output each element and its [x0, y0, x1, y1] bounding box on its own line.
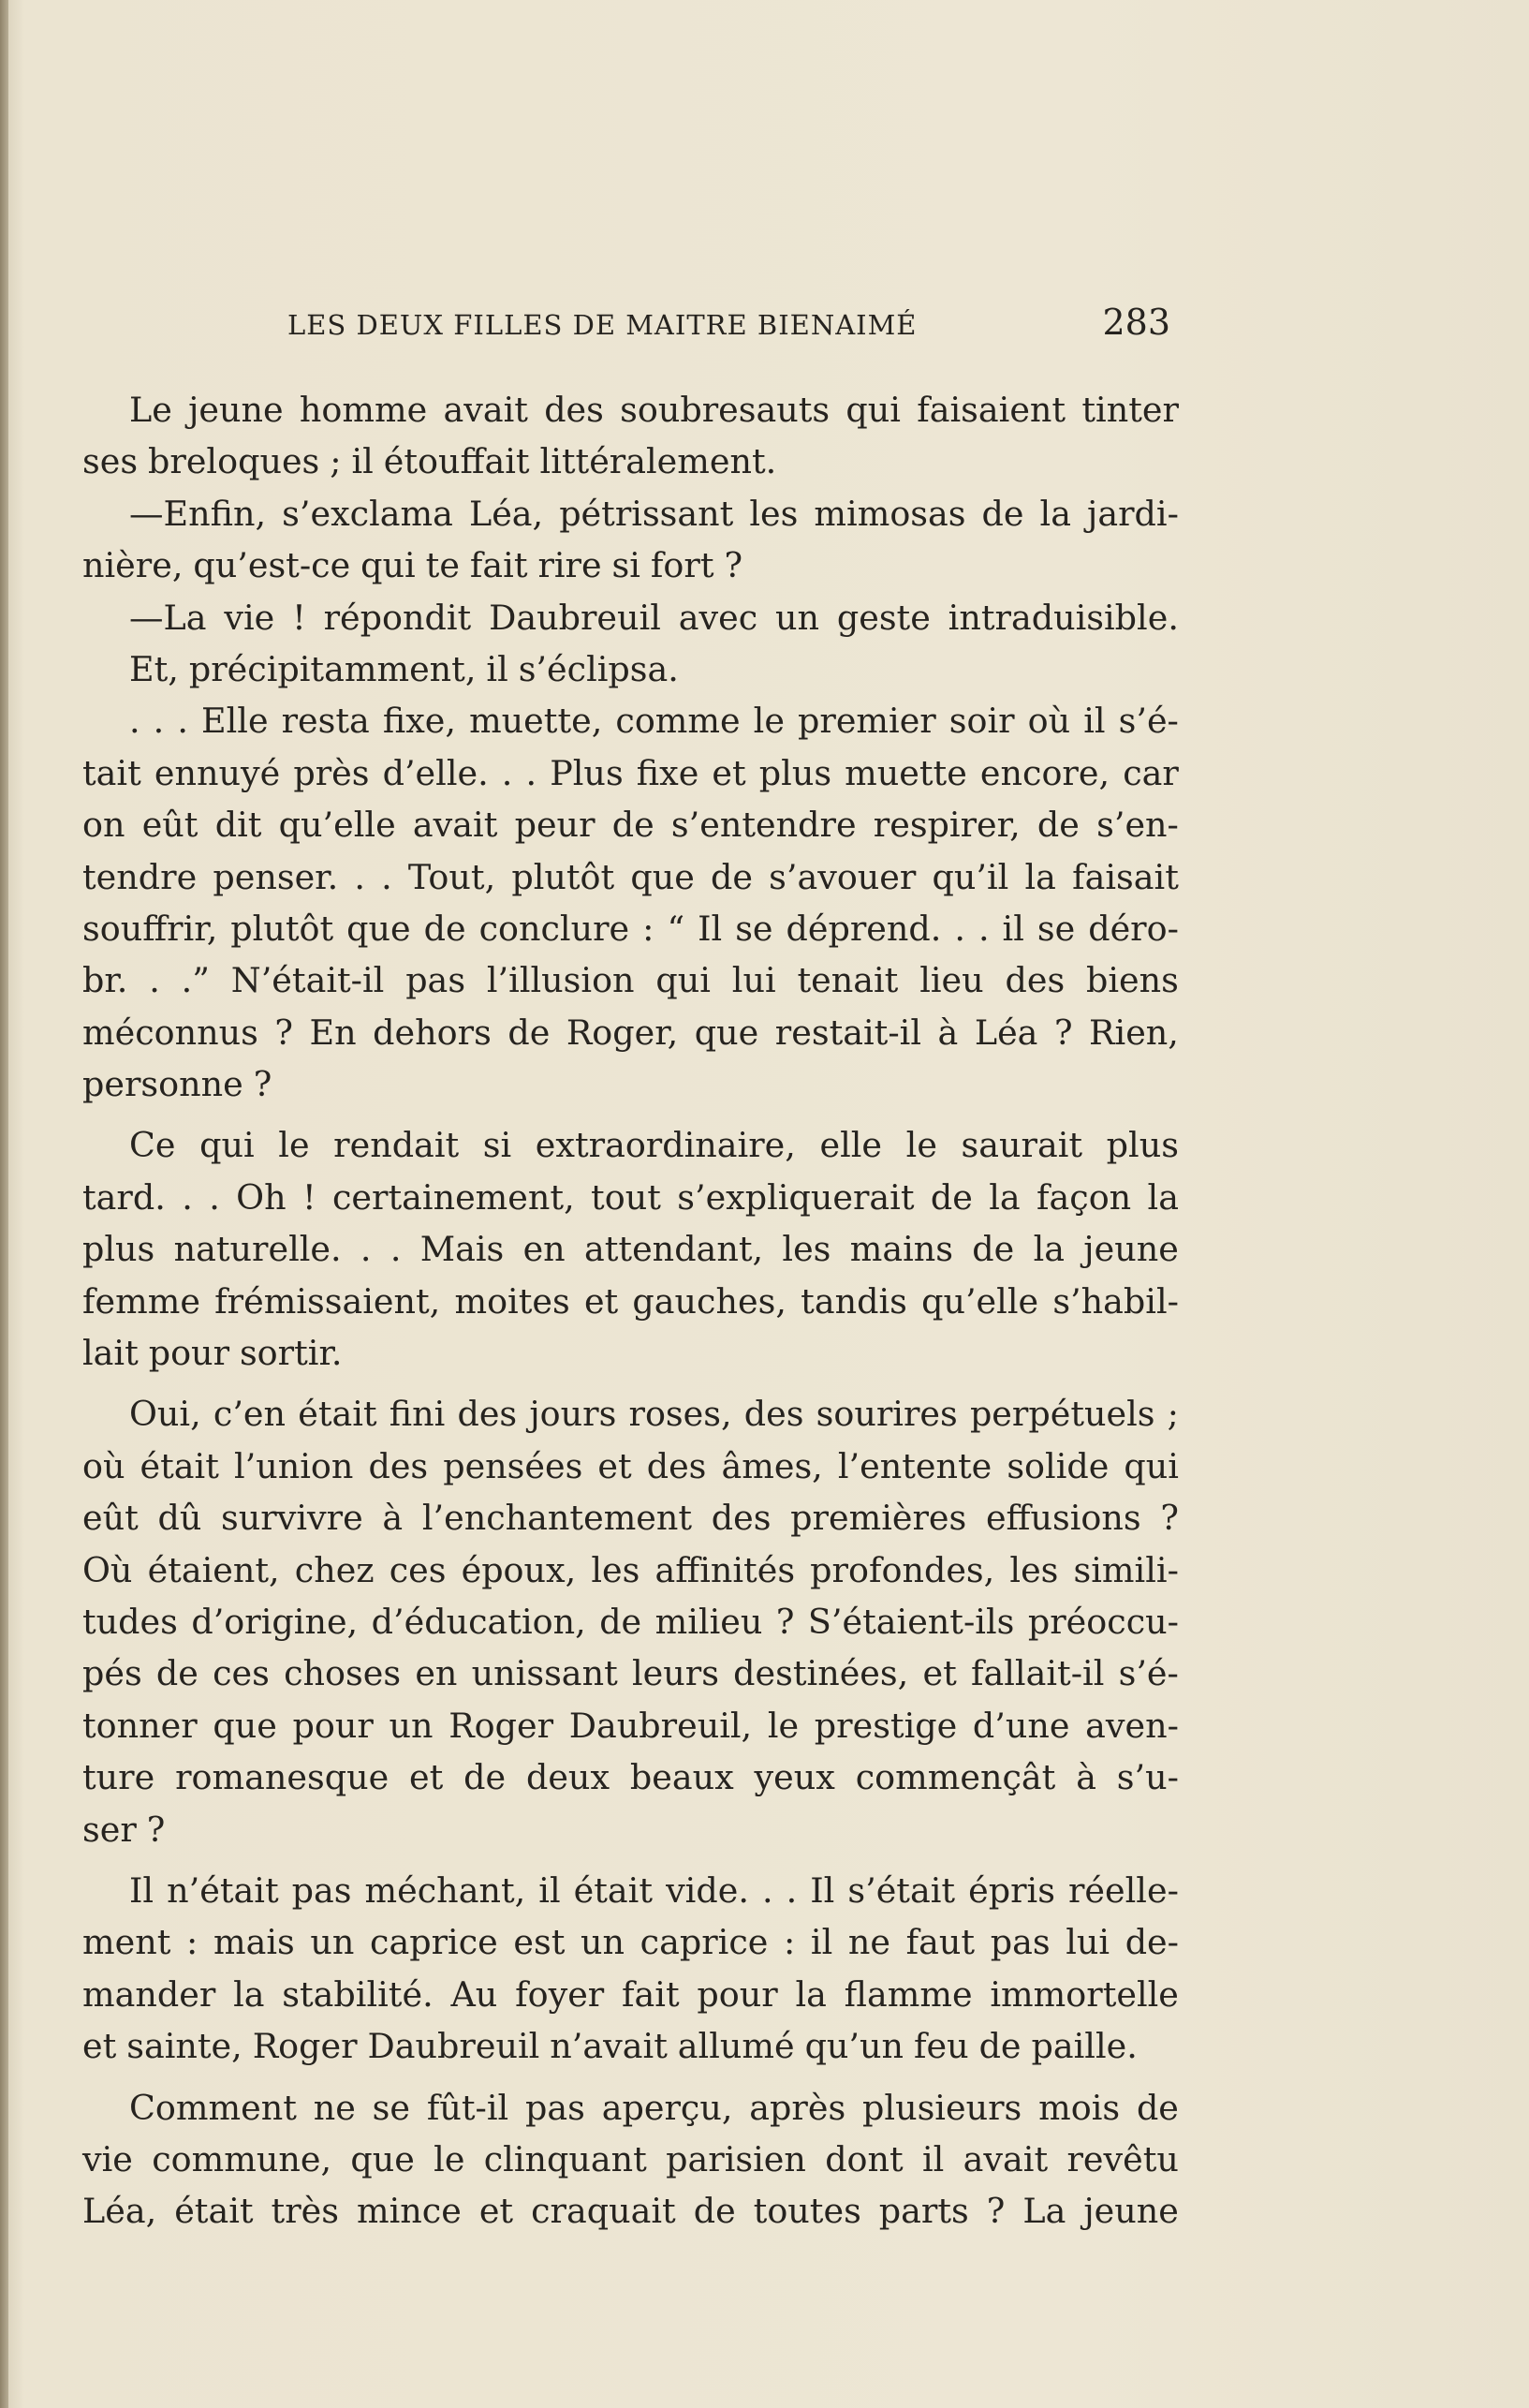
text-line: ment : mais un caprice est un caprice : il ne faut pas lui de- — [82, 1922, 1179, 1963]
text-line: ses breloques ; il étouffait littéralement. — [82, 441, 777, 482]
page-number: 283 — [1102, 302, 1170, 343]
text-line: Ce qui le rendait si extraordinaire, elle le saurait plus — [129, 1125, 1179, 1166]
text-line: et sainte, Roger Daubreuil n’avait allumé qu’un feu de paille. — [82, 2026, 1138, 2067]
body-text — [82, 384, 1179, 2238]
text-line: méconnus ? En dehors de Roger, que restait-il à Léa ? Rien, — [82, 1012, 1179, 1053]
text-line: —Enfin, s’exclama Léa, pétrissant les mimosas de la jardi- — [129, 493, 1179, 534]
text-line: —La vie ! répondit Daubreuil avec un geste intraduisible. — [129, 597, 1179, 638]
text-line: ser ? — [82, 1809, 166, 1850]
text-line: Comment ne se fût-il pas aperçu, après plusieurs mois de — [129, 2087, 1179, 2128]
text-line: nière, qu’est-ce qui te fait rire si fort ? — [82, 545, 743, 586]
text-line: mander la stabilité. Au foyer fait pour la flamme immortelle — [82, 1973, 1179, 2015]
text-line: eût dû survivre à l’enchantement des premières effusions ? — [82, 1498, 1179, 1539]
text-line: Il n’était pas méchant, il était vide. . . Il s’était épris réelle- — [129, 1869, 1179, 1911]
text-line: br. . .” N’était-il pas l’illusion qui lui tenait lieu des biens — [82, 960, 1179, 1001]
text-line: vie commune, que le clinquant parisien dont il avait revêtu — [82, 2138, 1179, 2179]
text-line: tendre penser. . . Tout, plutôt que de s’avouer qu’il la faisait — [82, 856, 1179, 897]
text-line: Oui, c’en était fini des jours roses, des sourires perpétuels ; — [129, 1394, 1179, 1435]
text-line: tard. . . Oh ! certainement, tout s’expliquerait de la façon la — [82, 1176, 1179, 1218]
text-line: tonner que pour un Roger Daubreuil, le prestige d’une aven- — [82, 1705, 1179, 1746]
text-line: personne ? — [82, 1064, 272, 1105]
text-line: lait pour sortir. — [82, 1333, 343, 1374]
text-line: Le jeune homme avait des soubresauts qui faisaient tinter — [129, 390, 1179, 430]
page-header — [287, 302, 1175, 348]
text-line: Léa, était très mince et craquait de toutes parts ? La jeune — [82, 2191, 1179, 2232]
text-line: Et, précipitamment, il s’éclipsa. — [129, 648, 679, 689]
text-line: tait ennuyé près d’elle. . . Plus fixe et plus muette encore, car — [82, 752, 1179, 793]
text-line: pés de ces choses en unissant leurs destinées, et fallait-il s’é- — [82, 1653, 1179, 1694]
text-line: femme frémissaient, moites et gauches, tandis qu’elle s’habil- — [82, 1280, 1179, 1322]
text-line: tudes d’origine, d’éducation, de milieu ? S’étaient-ils préoccu- — [82, 1601, 1179, 1642]
text-line: ture romanesque et de deux beaux yeux commençât à s’u- — [82, 1757, 1179, 1798]
text-line: . . . Elle resta fixe, muette, comme le premier soir où il s’é- — [129, 701, 1179, 742]
text-line: Où étaient, chez ces époux, les affinités profondes, les simili- — [82, 1549, 1179, 1590]
book-spine-shadow — [0, 0, 8, 2408]
text-line: plus naturelle. . . Mais en attendant, les mains de la jeune — [82, 1229, 1179, 1270]
text-line: souffrir, plutôt que de conclure : “ Il se déprend. . . il se déro- — [82, 908, 1179, 949]
running-title: LES DEUX FILLES DE MAITRE BIENAIMÉ — [287, 309, 918, 341]
text-line: on eût dit qu’elle avait peur de s’entendre respirer, de s’en- — [82, 805, 1179, 846]
text-line: où était l’union des pensées et des âmes, l’entente solide qui — [82, 1445, 1179, 1486]
